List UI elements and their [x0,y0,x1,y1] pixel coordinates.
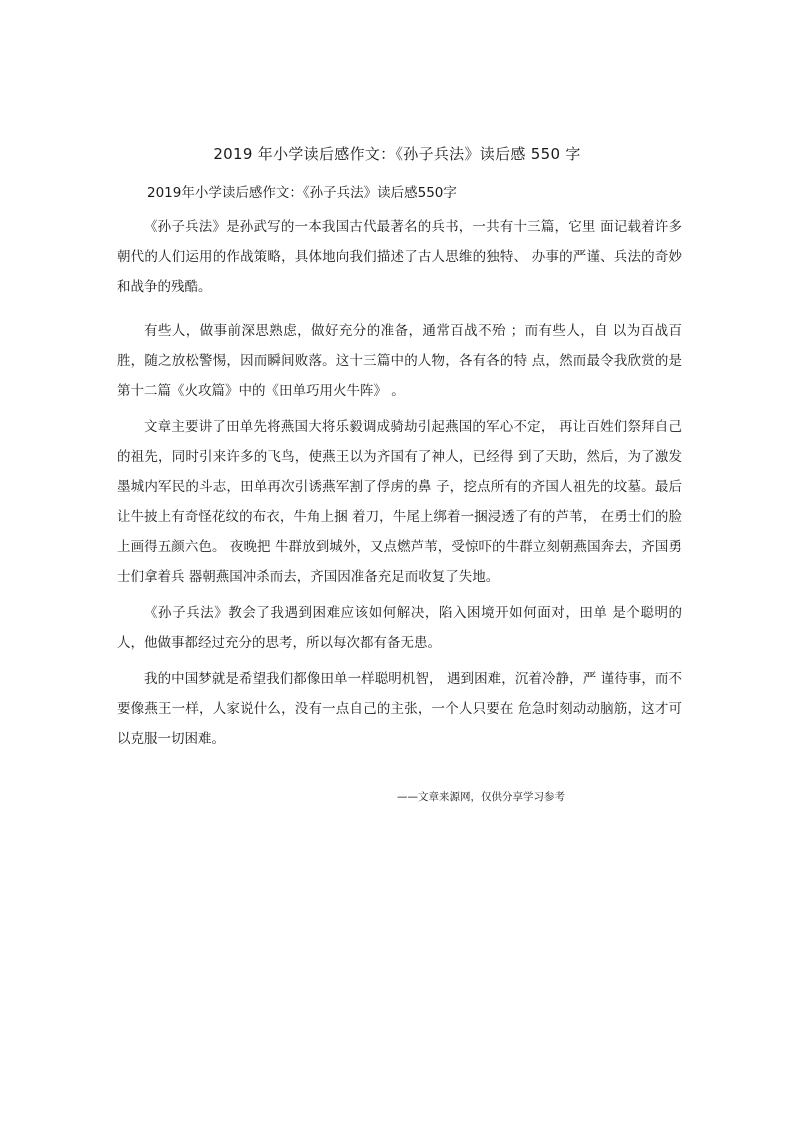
source-credit: ——文章来源网，仅供分享学习参考 [397,791,565,803]
paragraph-4: 《孙子兵法》教会了我遇到困难应该如何解决，陷入困境开如何面对，田单 是个聪明的人，他做事都经过充分的思考，所以每次都有备无患。 [117,605,682,651]
paragraph-3: 文章主要讲了田单先将燕国大将乐毅调成骑劫引起燕国的军心不定， 再让百姓们祭拜自己的祖先，同时引来许多的飞鸟，使燕王以为齐国有了神人，已经得 到了天助，然后，为了激发墨城内军民的斗志，田单再次引诱燕军割了俘虏的鼻 子，挖点所有的齐国人祖先的坟墓。最后让牛披上有奇怪花纹的布衣，牛角上捆 着刀，牛尾上绑着一捆浸透了有的芦苇， 在勇士们的脸上画得五颜六色。 夜晚把 牛群放到城外，又点燃芦苇，受惊吓的牛群立刻朝燕国奔去，齐国勇士们拿着兵 器朝燕国冲杀而去，齐国因准备充足而收复了失地。 [117,419,682,585]
paragraph-1: 《孙子兵法》是孙武写的一本我国古代最著名的兵书，一共有十三篇，它里 面记载着许多朝代的人们运用的作战策略，具体地向我们描述了古人思维的独特、 办事的严谨、兵法的奇妙和战争的残酷。 [117,219,682,295]
document-subtitle: 2019年小学读后感作文：《孙子兵法》读后感550字 [147,185,457,201]
document-body [117,212,682,754]
paragraph-2: 有些人，做事前深思熟虑，做好充分的准备，通常百战不殆 ；而有些人，自 以为百战百胜，随之放松警惕，因而瞬间败落。这十三篇中的人物，各有各的特 点，然而最令我欣赏的是第十二篇《火攻篇》中的《田单巧用火牛阵》 。 [117,323,682,399]
paragraph-5: 我的中国梦就是希望我们都像田单一样聪明机智， 遇到困难，沉着冷静，严 谨待事，而不要像燕王一样，人家说什么，没有一点自己的主张，一个人只要在 危急时刻动动脑筋，这才可以克服一切困难。 [117,671,682,747]
document-title: 2019 年小学读后感作文：《孙子兵法》读后感 550 字 [213,145,581,163]
